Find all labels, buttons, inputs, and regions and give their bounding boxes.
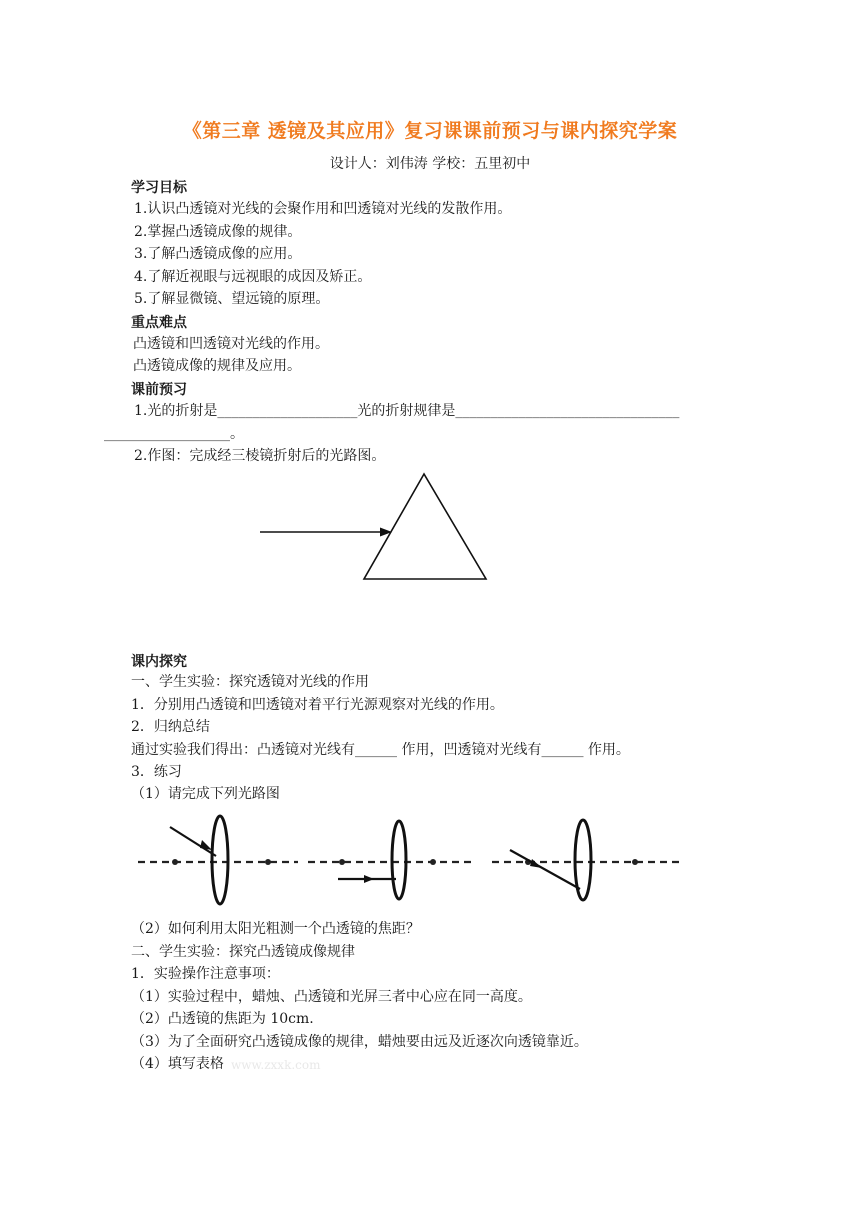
arrow-head-icon (530, 859, 542, 868)
inclass-line: 1．分别用凸透镜和凹透镜对着平行光源观察对光线的作用。 (131, 697, 504, 713)
inclass-line: 二、学生实验：探究凸透镜成像规律 (131, 944, 355, 960)
inclass-line: 通过实验我们得出：凸透镜对光线有______ 作用，凹透镜对光线有______ 作用。 (131, 742, 630, 758)
inclass-line: （1）实验过程中，蜡烛、凸透镜和光屏三者中心应在同一高度。 (131, 989, 532, 1005)
inclass-line: 1．实验操作注意事项： (131, 966, 280, 982)
objective-item: 5.了解显微镜、望远镜的原理。 (134, 291, 330, 307)
inclass-line: （2）如何利用太阳光粗测一个凸透镜的焦距？ (131, 921, 420, 937)
inclass-line: （1）请完成下列光路图 (131, 786, 280, 802)
prism-triangle (364, 474, 486, 579)
objective-item: 1.认识凸透镜对光线的会聚作用和凹透镜对光线的发散作用。 (134, 201, 512, 217)
preview-question-1: 1.光的折射是____________________光的折射规律是________________________________ (134, 403, 680, 419)
inclass-heading: 课内探究 (131, 654, 187, 670)
convex-lens (212, 816, 228, 904)
preview-heading: 课前预习 (131, 382, 187, 398)
focal-point (265, 859, 271, 865)
keypoint-item: 凸透镜和凹透镜对光线的作用。 (133, 336, 329, 352)
inclass-line: 2．归纳总结 (131, 719, 210, 735)
keypoints-heading: 重点难点 (131, 315, 187, 331)
page-title: 《第三章 透镜及其应用》复习课课前预习与课内探究学案 (182, 120, 678, 142)
objective-item: 3.了解凸透镜成像的应用。 (134, 246, 302, 262)
lens-diagrams (130, 812, 690, 912)
incident-ray (510, 850, 580, 889)
objective-item: 4.了解近视眼与远视眼的成因及矫正。 (134, 269, 372, 285)
objectives-heading: 学习目标 (131, 180, 187, 196)
focal-point (172, 859, 178, 865)
keypoint-item: 凸透镜成像的规律及应用。 (133, 358, 301, 374)
incident-ray (170, 827, 216, 856)
convex-lens (392, 821, 406, 899)
arrow-head-icon (364, 875, 374, 883)
inclass-line: （2）凸透镜的焦距为 10cm. (131, 1011, 314, 1027)
focal-point (632, 859, 638, 865)
objective-item: 2.掌握凸透镜成像的规律。 (134, 224, 302, 240)
arrow-head-icon (200, 840, 212, 850)
inclass-line: （3）为了全面研究凸透镜成像的规律，蜡烛要由远及近逐次向透镜靠近。 (131, 1034, 588, 1050)
inclass-line: 3．练习 (131, 764, 182, 780)
focal-point (339, 859, 345, 865)
focal-point (430, 859, 436, 865)
arrow-head-icon (380, 528, 392, 537)
prism-diagram (250, 468, 500, 586)
watermark: www.zxxk.com (231, 1058, 321, 1072)
byline: 设计人：刘伟涛 学校：五里初中 (329, 156, 531, 172)
preview-question-2: 2.作图：完成经三棱镜折射后的光路图。 (134, 448, 386, 464)
inclass-line: 一、学生实验：探究透镜对光线的作用 (131, 674, 369, 690)
preview-question-1-cont: __________________。 (104, 426, 244, 442)
inclass-line: （4）填写表格 (131, 1056, 224, 1072)
